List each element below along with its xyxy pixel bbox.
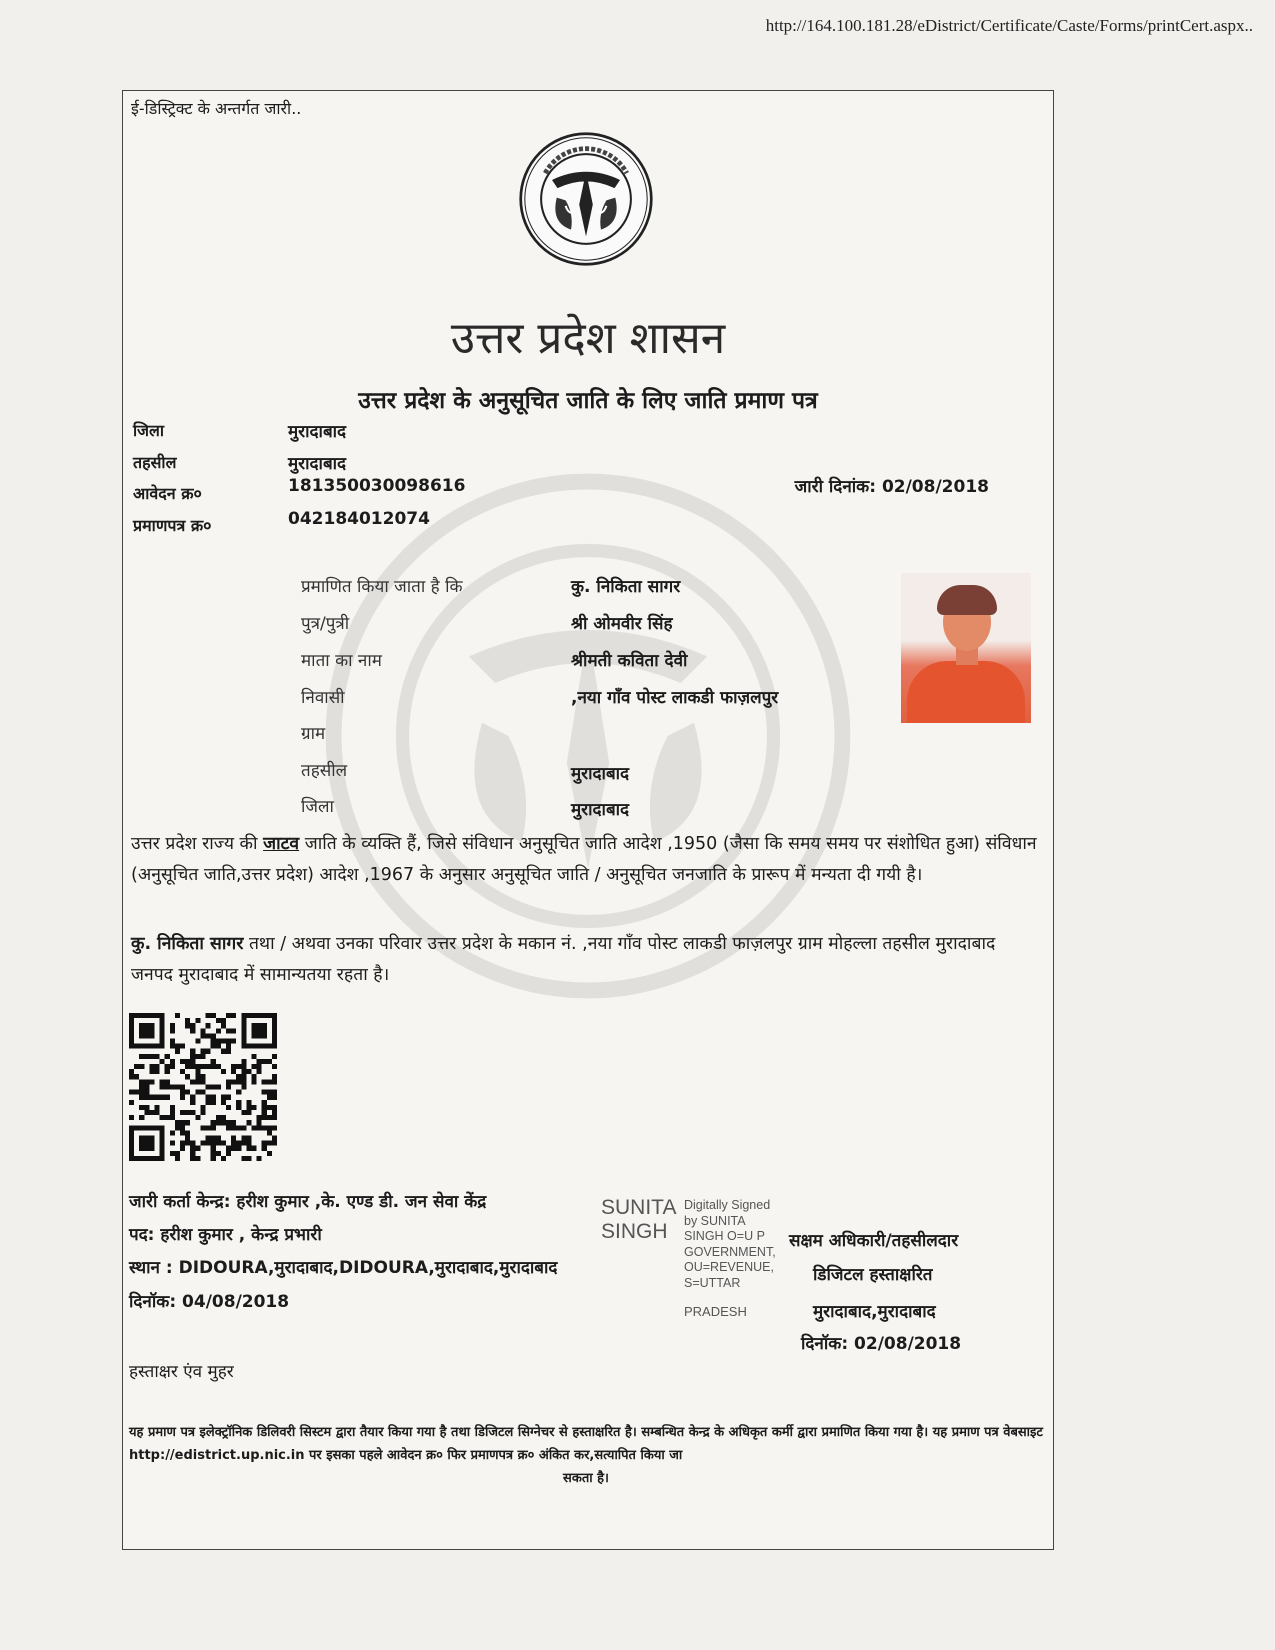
meta-value-application-no: 181350030098616 (288, 476, 466, 496)
detail-label-village: ग्राम (301, 724, 326, 744)
page-url: http://164.100.181.28/eDistrict/Certificate/Caste/Forms/printCert.aspx.. (765, 16, 1253, 35)
detail-label-resident: निवासी (301, 688, 345, 708)
up-emblem-icon (518, 131, 654, 267)
detail-value-resident: ,नया गाँव पोस्ट लाकडी फाज़लपुर (571, 688, 779, 708)
issuer-centre: जारी कर्ता केन्द्र: हरीश कुमार ,के. एण्ड डी. जन सेवा केंद्र (129, 1192, 487, 1212)
authority-place: मुरादाबाद,मुरादाबाद (813, 1302, 936, 1322)
digital-signature-details: Digitally Signed by SUNITA SINGH O=U P GOVERNMENT, OU=REVENUE, S=UTTAR (684, 1198, 776, 1290)
meta-label-application-no: आवेदन क्र० (133, 484, 202, 503)
detail-label-child-of: पुत्र/पुत्री (301, 614, 350, 634)
authority-digitally-signed: डिजिटल हस्ताक्षरित (813, 1265, 933, 1285)
detail-label-mother: माता का नाम (301, 651, 382, 671)
detail-value-name: कु. निकिता सागर (571, 577, 681, 597)
detail-label-tehsil: तहसील (301, 761, 348, 781)
meta-label-certificate-no: प्रमाणपत्र क्र० (133, 516, 212, 535)
digital-signature-name: SUNITA SINGH (601, 1196, 677, 1243)
meta-value-district: मुरादाबाद (288, 422, 347, 442)
detail-value-mother: श्रीमती कविता देवी (571, 651, 688, 671)
footer-note: यह प्रमाण पत्र इलेक्ट्रॉनिक डिलिवरी सिस्टम द्वारा तैयार किया गया है तथा डिजिटल सिग्नेचर से हस्ताक्षरित है। सम्बन्धित केन्द्र के अधिकृत कर्मी द्वारा प्रमाणित किया गया है। यह प्रमाण पत्र वेबसाइट http://edistrict.up.nic.in पर इसका पहले आवेदन क्र० फिर प्रमाणपत्र क्र० अंकित कर,सत्यापित किया जा सकता है। (129, 1425, 1043, 1486)
issuer-post: पद: हरीश कुमार , केन्द्र प्रभारी (129, 1225, 322, 1245)
issued-under-text: ई-डिस्ट्रिक्ट के अन्तर्गत जारी.. (131, 99, 302, 118)
meta-value-certificate-no: 042184012074 (288, 509, 430, 529)
digital-signature-province: PRADESH (684, 1304, 747, 1319)
qr-code-icon (129, 1013, 277, 1161)
authority-title: सक्षम अधिकारी/तहसीलदार (789, 1231, 959, 1251)
signature-seal-label: हस्ताक्षर एंव मुहर (129, 1362, 234, 1382)
issuer-place: स्थान : DIDOURA,मुरादाबाद,DIDOURA,मुरादाबाद,मुरादाबाद (129, 1258, 558, 1278)
applicant-photo (901, 573, 1031, 723)
certificate-subtitle: उत्तर प्रदेश के अनुसूचित जाति के लिए जाति प्रमाण पत्र (358, 388, 818, 414)
caste-name: जाटव (263, 834, 300, 854)
issuer-date: दिनॉक: 04/08/2018 (129, 1292, 290, 1312)
watermark-emblem-icon (323, 471, 853, 1001)
detail-value-tehsil: मुरादाबाद (571, 764, 630, 784)
certificate-frame (122, 90, 1054, 1550)
authority-date: दिनॉक: 02/08/2018 (801, 1334, 962, 1354)
issue-date: जारी दिनांक: 02/08/2018 (794, 477, 989, 497)
detail-label-district: जिला (301, 797, 334, 817)
residence-paragraph: कु. निकिता सागर तथा / अथवा उनका परिवार उत्तर प्रदेश के मकान नं. ,नया गाँव पोस्ट लाकडी फाज़लपुर ग्राम मोहल्ला तहसील मुरादाबाद जनपद मुरादाबाद में सामान्यतया रहता है। (131, 934, 996, 985)
main-title: उत्तर प्रदेश शासन (450, 313, 726, 364)
detail-value-father: श्री ओमवीर सिंह (571, 614, 673, 634)
residence-person-name: कु. निकिता सागर (131, 934, 244, 954)
caste-statement-paragraph: उत्तर प्रदेश राज्य की जाटव जाति के व्यक्ति हैं, जिसे संविधान अनुसूचित जाति आदेश ,1950 (जैसा कि समय समय पर संशोधित हुआ) संविधान (अनुसूचित जाति,उत्तर प्रदेश) आदेश ,1967 के अनुसार अनुसूचित जाति / अनुसूचित जनजाति के प्रारूप में मन्यता दी गयी है। (131, 834, 1037, 885)
meta-label-tehsil: तहसील (133, 453, 177, 472)
meta-label-district: जिला (133, 421, 165, 440)
meta-value-tehsil: मुरादाबाद (288, 454, 347, 474)
detail-label-certified: प्रमाणित किया जाता है कि (301, 577, 463, 597)
detail-value-district: मुरादाबाद (571, 800, 630, 820)
